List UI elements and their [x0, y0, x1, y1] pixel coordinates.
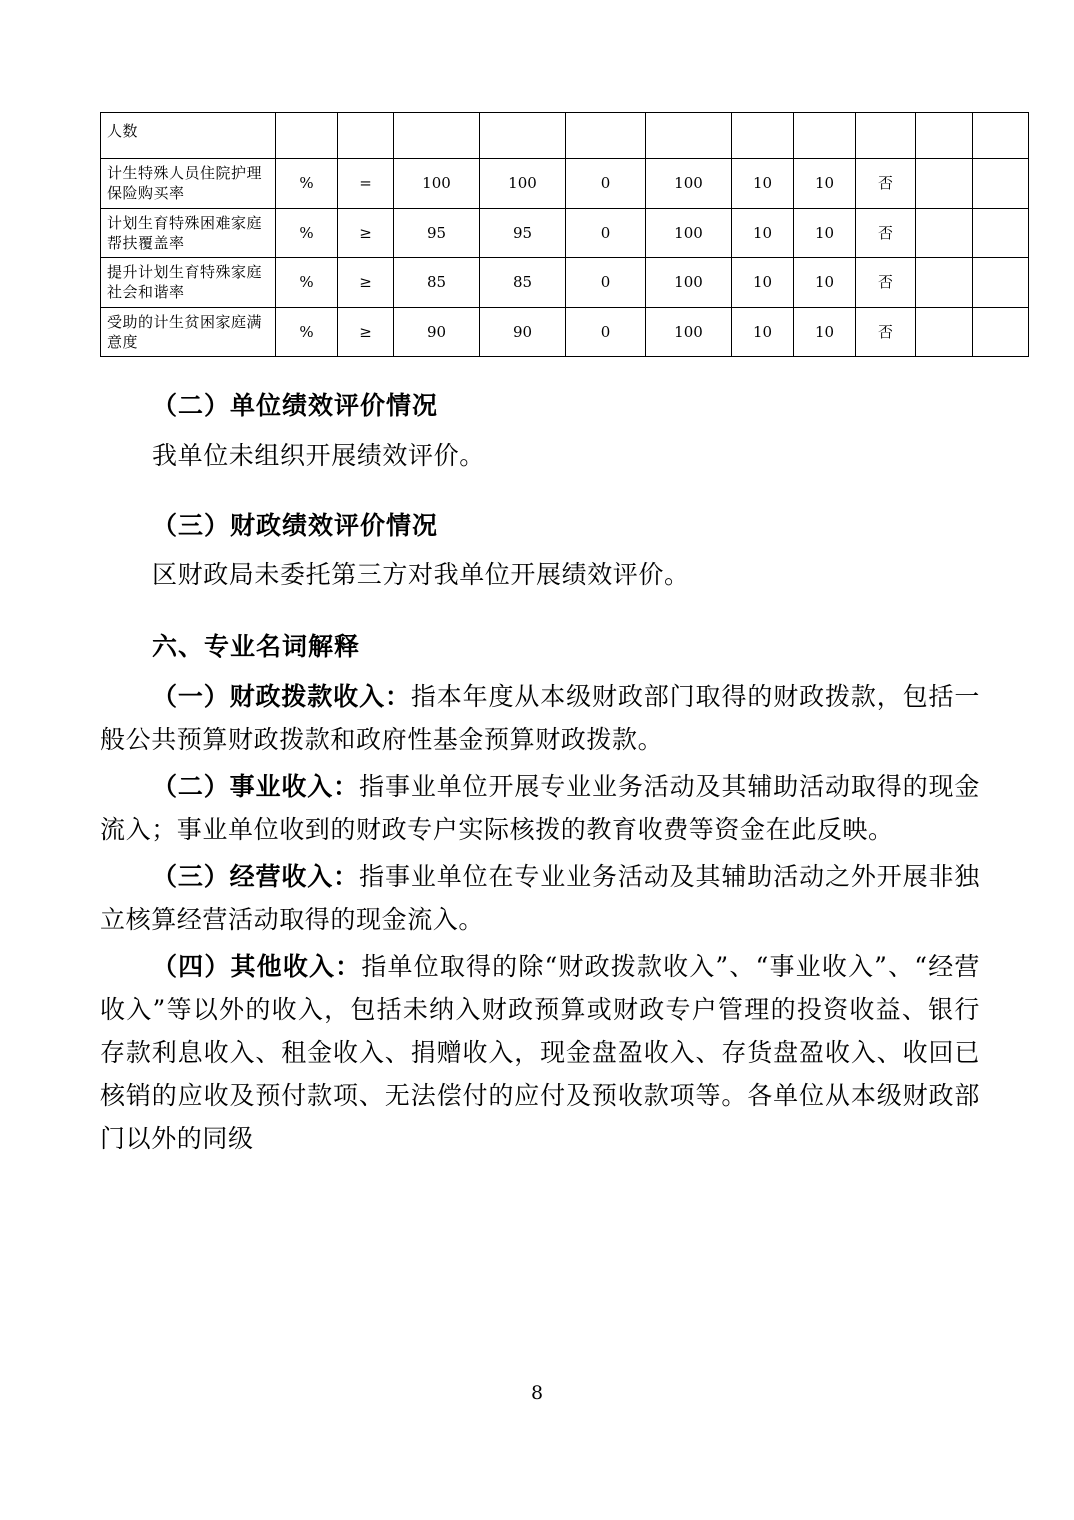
- heading-unit-performance-evaluation: （二）单位绩效评价情况: [152, 391, 439, 420]
- indicator-value-7: 否: [856, 258, 916, 308]
- indicator-value-4: 100: [646, 258, 732, 308]
- indicator-unit: %: [276, 159, 338, 209]
- indicator-value-3: 0: [566, 159, 646, 209]
- indicator-value-8: [916, 258, 973, 308]
- indicator-value-2: 85: [480, 258, 566, 308]
- indicator-symbol: =: [338, 159, 394, 209]
- table-row: [101, 307, 1029, 357]
- indicator-value-7: 否: [856, 208, 916, 258]
- term-operating-income: [100, 855, 980, 941]
- indicator-value-2: 90: [480, 307, 566, 357]
- indicator-value-9: [973, 159, 1029, 209]
- indicator-unit: %: [276, 258, 338, 308]
- indicator-name: 提升计划生育特殊家庭社会和谐率: [101, 258, 276, 308]
- indicator-value-3: [566, 113, 646, 159]
- indicator-value-4: [646, 113, 732, 159]
- paragraph-unit-performance-evaluation: 我单位未组织开展绩效评价。: [152, 440, 485, 470]
- term-text-2: 指事业单位开展专业业务活动及其辅助活动取得的现金流入；事业单位收到的财政专户实际核拨的教育收费等资金在此反映。: [100, 771, 980, 844]
- indicator-value-5: 10: [732, 208, 794, 258]
- indicator-value-1: 100: [394, 159, 480, 209]
- paragraph-fiscal-performance-evaluation: 区财政局未委托第三方对我单位开展绩效评价。: [152, 560, 690, 589]
- indicator-value-5: 10: [732, 159, 794, 209]
- term-fiscal-appropriation-income: [100, 675, 980, 761]
- term-text-4: 指单位取得的除“财政拨款收入”、“事业收入”、“经营收入”等以外的收入，包括未纳入财政预算或财政专户管理的投资收益、银行存款利息收入、租金收入、捐赠收入，现金盘盈收入、存货盘盈收入、收回已核销的应收及预付款项、无法偿付的应付及预收款项等。各单位从本级财政部门以外的同级: [100, 951, 980, 1153]
- indicator-value-9: [973, 307, 1029, 357]
- indicator-symbol: [338, 113, 394, 159]
- page-content: [100, 112, 980, 1164]
- term-text-3: 指事业单位在专业业务活动及其辅助活动之外开展非独立核算经营活动取得的现金流入。: [100, 861, 980, 934]
- indicator-value-8: [916, 113, 973, 159]
- indicator-value-4: 100: [646, 159, 732, 209]
- indicator-value-5: [732, 113, 794, 159]
- indicator-value-6: 10: [794, 159, 856, 209]
- indicator-value-1: 90: [394, 307, 480, 357]
- indicator-value-5: 10: [732, 258, 794, 308]
- indicator-unit: [276, 113, 338, 159]
- indicator-value-7: [856, 113, 916, 159]
- indicator-value-8: [916, 159, 973, 209]
- indicator-value-7: 否: [856, 307, 916, 357]
- indicator-symbol: ≥: [338, 258, 394, 308]
- table-row: [101, 208, 1029, 258]
- indicator-value-6: 10: [794, 208, 856, 258]
- term-label-2: （二）事业收入：: [152, 771, 360, 801]
- indicator-value-1: 85: [394, 258, 480, 308]
- indicator-value-1: 95: [394, 208, 480, 258]
- performance-indicator-table: [100, 112, 1029, 357]
- indicator-value-3: 0: [566, 258, 646, 308]
- indicator-value-2: 95: [480, 208, 566, 258]
- table-row: [101, 159, 1029, 209]
- indicator-value-6: [794, 113, 856, 159]
- indicator-value-4: 100: [646, 208, 732, 258]
- table-row: [101, 258, 1029, 308]
- indicator-name: 受助的计生贫困家庭满意度: [101, 307, 276, 357]
- indicator-value-6: 10: [794, 258, 856, 308]
- indicator-value-3: 0: [566, 307, 646, 357]
- page-number: 8: [530, 1382, 544, 1404]
- indicator-value-2: [480, 113, 566, 159]
- indicator-value-9: [973, 208, 1029, 258]
- indicator-symbol: ≥: [338, 307, 394, 357]
- indicator-value-9: [973, 258, 1029, 308]
- term-business-income: [100, 765, 980, 851]
- term-label-3: （三）经营收入：: [152, 861, 360, 891]
- indicator-value-2: 100: [480, 159, 566, 209]
- indicator-value-5: 10: [732, 307, 794, 357]
- indicator-value-8: [916, 307, 973, 357]
- term-label-4: （四）其他收入：: [152, 951, 362, 981]
- indicator-name: 人数: [101, 113, 276, 159]
- indicator-value-6: 10: [794, 307, 856, 357]
- term-label-1: （一）财政拨款收入：: [152, 681, 411, 711]
- indicator-name: 计生特殊人员住院护理保险购买率: [101, 159, 276, 209]
- indicator-value-1: [394, 113, 480, 159]
- heading-fiscal-performance-evaluation: （三）财政绩效评价情况: [152, 510, 439, 540]
- indicator-value-7: 否: [856, 159, 916, 209]
- table-row: [101, 113, 1029, 159]
- heading-section-six: 六、专业名词解释: [152, 632, 361, 661]
- indicator-value-4: 100: [646, 307, 732, 357]
- indicator-unit: %: [276, 307, 338, 357]
- indicator-symbol: ≥: [338, 208, 394, 258]
- term-other-income: [100, 945, 980, 1160]
- indicator-unit: %: [276, 208, 338, 258]
- indicator-value-3: 0: [566, 208, 646, 258]
- indicator-value-9: [973, 113, 1029, 159]
- indicator-name: 计划生育特殊困难家庭帮扶覆盖率: [101, 208, 276, 258]
- indicator-value-8: [916, 208, 973, 258]
- term-text-1: 指本年度从本级财政部门取得的财政拨款，包括一般公共预算财政拨款和政府性基金预算财政拨款。: [100, 681, 980, 754]
